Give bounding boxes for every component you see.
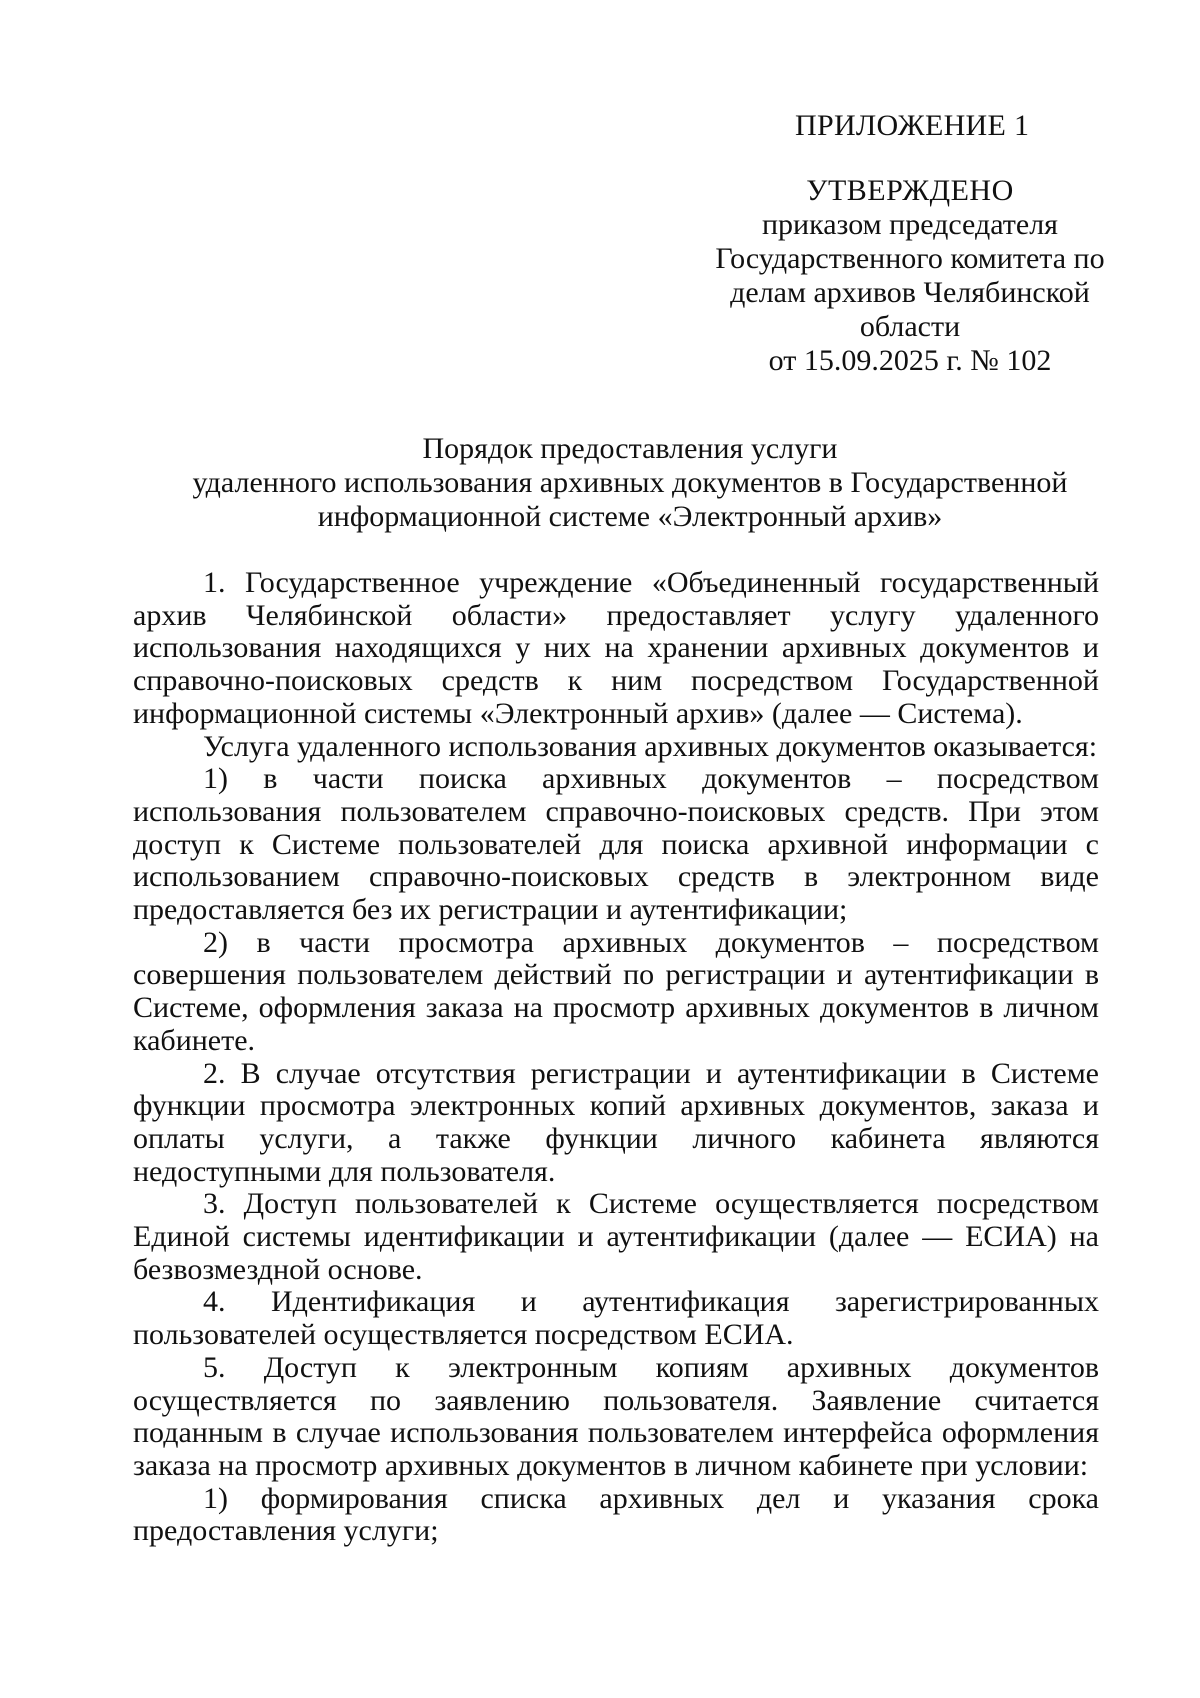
title-line: Порядок предоставления услуги — [422, 432, 838, 465]
paragraph-search-item: 1) в части поиска архивных документов – посредством использования пользователем справочно-поисковых средств. При этом доступ к Системе пользователей для поиска архивной информации с использованием справочно-поисковых средств в электронном виде предоставляется без их регистрации и аутентификации; — [133, 762, 1099, 927]
paragraph-5: 5. Доступ к электронным копиям архивных документов осуществляется по заявлению пользователя. Заявление считается поданным в случае использования пользователем интерфейса оформления заказа на просмотр архивных документов в личном кабинете при условии: — [133, 1350, 1099, 1482]
approval-line: Государственного комитета по — [715, 242, 1105, 275]
paragraph-1: 1. Государственное учреждение «Объединенный государственный архив Челябинской области» предоставляет услугу удаленного использования находящихся у них на хранении архивных документов и справочно-поисковых средств к ним посредством Государственной информационной системы «Электронный архив» (далее — Система). — [133, 566, 1099, 730]
document-title — [150, 432, 1110, 534]
paragraph-2: 2. В случае отсутствия регистрации и аутентификации в Системе функции просмотра электронных копий архивных документов, заказа и оплаты услуги, а также функции личного кабинета являются недоступными для пользователя. — [133, 1056, 1099, 1188]
paragraph-service-intro: Услуга удаленного использования архивных документов оказывается: — [203, 729, 1098, 763]
appendix-label: ПРИЛОЖЕНИЕ 1 — [795, 109, 1030, 142]
approval-heading: УТВЕРЖДЕНО — [806, 174, 1014, 207]
approval-line: приказом председателя — [762, 208, 1058, 241]
paragraph-3: 3. Доступ пользователей к Системе осуществляется посредством Единой системы идентификации и аутентификации (далее — ЕСИА) на безвозмездной основе. — [133, 1187, 1099, 1286]
document-body — [133, 567, 1099, 1548]
approval-date-line: от 15.09.2025 г. № 102 — [768, 344, 1052, 377]
approval-block — [700, 174, 1120, 378]
approval-line: области — [859, 310, 961, 343]
paragraph-5-item-1: 1) формирования списка архивных дел и указания срока предоставления услуги; — [133, 1481, 1099, 1548]
paragraph-4: 4. Идентификация и аутентификация зарегистрированных пользователей осуществляется посредством ЕСИА. — [133, 1285, 1099, 1352]
approval-line: делам архивов Челябинской — [730, 276, 1090, 309]
title-line: удаленного использования архивных документов в Государственной — [192, 466, 1068, 499]
title-line: информационной системе «Электронный архив» — [317, 500, 943, 533]
paragraph-view-item: 2) в части просмотра архивных документов – посредством совершения пользователем действий по регистрации и аутентификации в Системе, оформления заказа на просмотр архивных документов в личном кабинете. — [133, 925, 1099, 1057]
